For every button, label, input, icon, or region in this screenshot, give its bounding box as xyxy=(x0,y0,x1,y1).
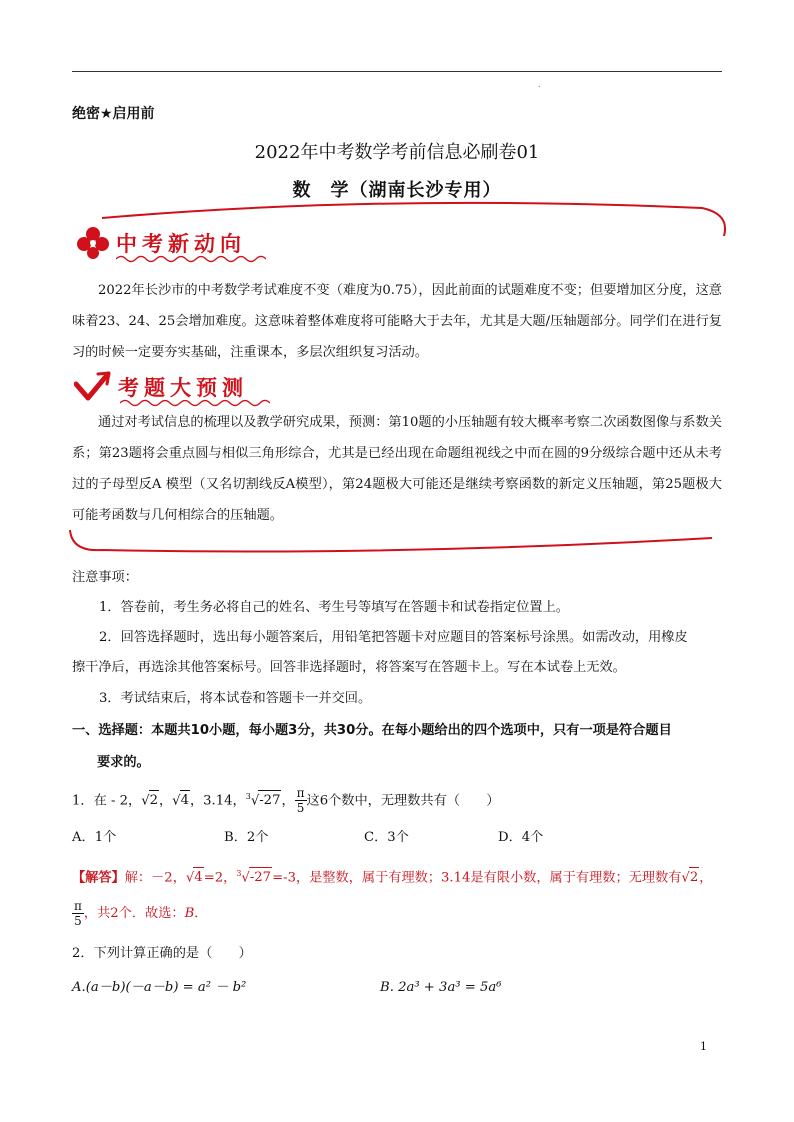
exam-subtitle: 数 学（湖南长沙专用） xyxy=(292,180,502,201)
q2-option-b: B. 2a³ + 3a³ = 5a⁶ xyxy=(380,980,502,995)
answer-1-cont: $\frac{\pi}{5}$ ，共2个．故选：B． xyxy=(74,899,208,928)
checkmark-arrow-icon xyxy=(74,370,112,404)
note-item-2: 2．回答选择题时，选出每小题答案后，用铅笔把答题卡对应题目的答案标号涂黑。如需改动，用橡皮 xyxy=(99,630,688,645)
note-item-3: 3．考试结束后，将本试卷和答题卡一并交回。 xyxy=(99,691,372,706)
banner-title: 中考新动向 xyxy=(116,232,246,256)
page-number: 1 xyxy=(700,1040,707,1053)
clover-icon xyxy=(76,226,110,260)
header-rule xyxy=(72,71,722,72)
prediction-paragraph: 通过对考试信息的梳理以及教学研究成果，预测：第10题的小压轴题有较大概率考察二次函数图像与系数关系；第23题将会重点圆与相似三角形综合，尤其是已经出现在命题组视线之中而在圆的9分级综合题中还从未考过的子母型反A 模型（又名切割线反A模型），第24题极大可能还是继续考察函数的新定义压轴题，第25题极大可能考函数与几何相综合的压轴题。 xyxy=(72,415,722,523)
note-item-2-cont: 擦干净后，再选涂其他答案标号。回答非选择题时，将答案写在答题卡上。写在本试卷上无效。 xyxy=(72,660,626,675)
q1-option-d: D．4个 xyxy=(498,830,544,845)
part1-heading-cont: 要求的。 xyxy=(97,755,150,770)
question-2: 2．下列计算正确的是（ ） xyxy=(72,946,252,961)
exam-title: 2022年中考数学考前信息必刷卷01 xyxy=(254,142,540,163)
secret-label: 绝密★启用前 xyxy=(72,106,155,122)
trend-paragraph: 2022年长沙市的中考数学考试难度不变（难度为0.75），因此前面的试题难度不变；但要增加区分度，这意味着23、24、25会增加难度。这意味着整体难度将可能略大于去年，尤其是大题/压轴题部分。同学们在进行复习的时候一定要夯实基础，注重课本，多层次组织复习活动。 xyxy=(72,283,722,360)
q1-option-c: C．3个 xyxy=(364,830,409,845)
pi-over-5: $\frac{\pi}{5}$ xyxy=(296,786,305,816)
answer-1: 【解答】解：－2，√4=2，$^3$√-27=-3，是整数，属于有理数；3.14是有限小数，属于有理数；无理数有√2， xyxy=(72,864,712,888)
question-1: 1．在 - 2，√2，√4，3.14，$^3$√-27， $\frac{\pi}{5}$ 这6个数中，无理数共有（ ） xyxy=(72,786,500,816)
note-item-1: 1．答卷前，考生务必将自己的姓名、考生号等填写在答题卡和试卷指定位置上。 xyxy=(99,600,569,615)
header-dot: . xyxy=(538,80,541,89)
part1-heading: 一、选择题：本题共10小题，每小题3分，共30分。在每小题给出的四个选项中，只有一项是符合题目 xyxy=(72,723,672,738)
wave-underline xyxy=(116,254,266,264)
q1-option-b: B．2个 xyxy=(224,830,269,845)
pi-over-5: $\frac{\pi}{5}$ xyxy=(74,899,82,928)
banner-title: 考题大预测 xyxy=(118,376,248,400)
q2-option-a: A.(a－b)(－a－b) = a² － b² xyxy=(72,980,247,995)
q1-option-a: A．1个 xyxy=(72,830,117,845)
notes-heading: 注意事项： xyxy=(72,570,138,585)
